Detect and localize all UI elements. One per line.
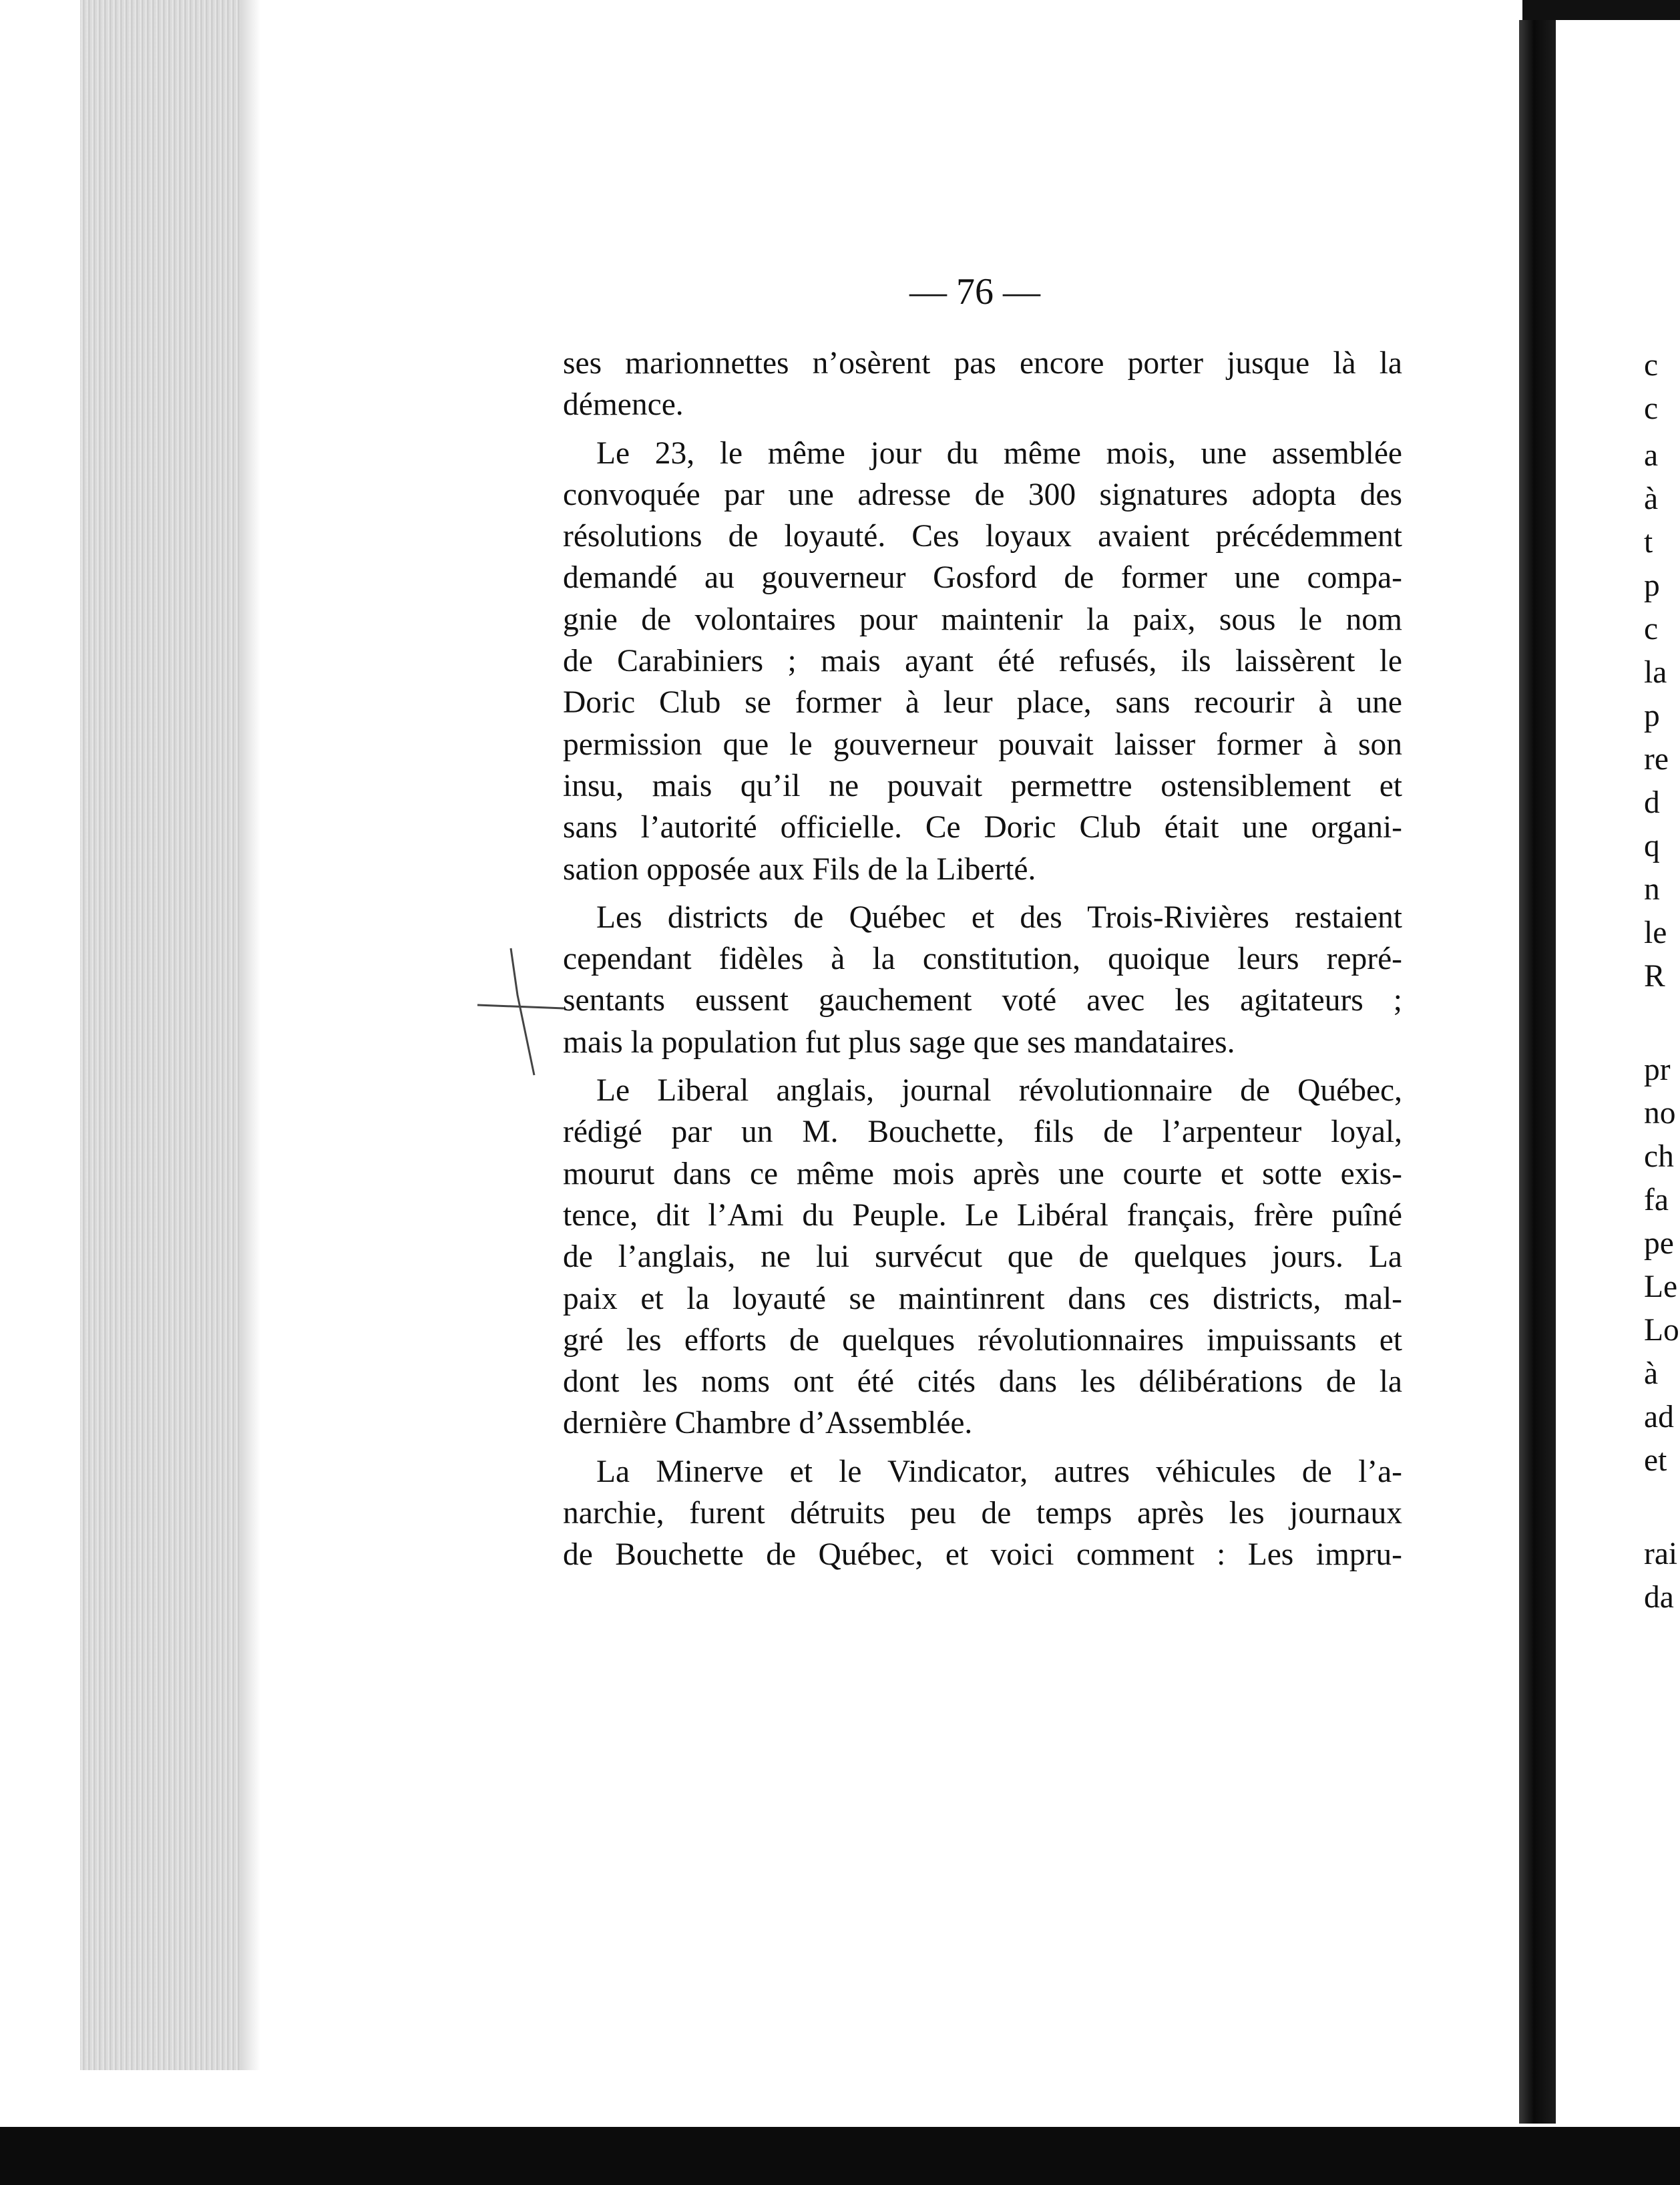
facing-page-fragment: pr — [1644, 1052, 1671, 1087]
text-line: dont les noms ont été cités dans les délibérations de la — [563, 1364, 1402, 1400]
book-gutter — [1519, 20, 1556, 2124]
text-line: résolutions de loyauté. Ces loyaux avaient précédemment — [563, 519, 1402, 554]
facing-page-fragment: d — [1644, 785, 1660, 820]
facing-page-fragment: t — [1644, 525, 1653, 560]
facing-page-fragment: et — [1644, 1443, 1667, 1478]
facing-page-fragment: p — [1644, 699, 1660, 733]
page-number: — 76 — — [909, 271, 1040, 313]
page-edge-stack — [80, 0, 247, 2070]
text-line: narchie, furent détruits peu de temps après les journaux — [563, 1496, 1402, 1531]
text-line: de Carabiniers ; mais ayant été refusés, ils laissèrent le — [563, 644, 1402, 679]
text-line: insu, mais qu’il ne pouvait permettre ostensiblement et — [563, 768, 1402, 803]
facing-page-fragment: pe — [1644, 1226, 1674, 1261]
scan-border-bottom — [0, 2127, 1680, 2185]
facing-page-fragment: à — [1644, 1356, 1659, 1391]
text-line: de Bouchette de Québec, et voici comment : Les impru- — [563, 1537, 1402, 1573]
text-line: dernière Chambre d’Assemblée. — [563, 1406, 973, 1441]
text-line: mourut dans ce même mois après une courte et sotte exis- — [563, 1156, 1402, 1191]
facing-page-fragment: q — [1644, 829, 1660, 863]
text-line: permission que le gouverneur pouvait laisser former à son — [563, 727, 1402, 762]
text-line: demandé au gouverneur Gosford de former une compa- — [563, 560, 1402, 596]
facing-page-fragment: rai — [1644, 1537, 1678, 1571]
text-line: sation opposée aux Fils de la Liberté. — [563, 851, 1036, 887]
facing-page-fragment: a — [1644, 438, 1659, 473]
facing-page-fragment: R — [1644, 959, 1665, 994]
text-line: gnie de volontaires pour maintenir la paix, sous le nom — [563, 602, 1402, 637]
scan-border-top — [1522, 0, 1680, 20]
text-line: gré les efforts de quelques révolutionnaires impuissants et — [563, 1322, 1402, 1358]
text-line: de l’anglais, ne lui survécut que de quelques jours. La — [563, 1239, 1402, 1275]
text-line: Le Liberal anglais, journal révolutionnaire de Québec, — [596, 1073, 1402, 1109]
text-line: La Minerve et le Vindicator, autres véhicules de l’a- — [596, 1454, 1402, 1489]
facing-page-fragment: c — [1644, 348, 1659, 383]
text-line: sentants eussent gauchement voté avec les agitateurs ; — [563, 983, 1402, 1018]
facing-page-fragment: à — [1644, 481, 1659, 516]
facing-page-fragment: c — [1644, 612, 1659, 646]
text-line: ses marionnettes n’osèrent pas encore porter jusque là la — [563, 346, 1402, 381]
facing-page-fragment: n — [1644, 872, 1660, 907]
text-line: tence, dit l’Ami du Peuple. Le Libéral français, frère puîné — [563, 1197, 1402, 1233]
facing-page-fragment: le — [1644, 916, 1667, 950]
facing-page-fragment: p — [1644, 568, 1660, 603]
text-line: démence. — [563, 387, 684, 423]
text-line: Les districts de Québec et des Trois-Rivières restaient — [596, 900, 1402, 935]
text-line: Le 23, le même jour du même mois, une assemblée — [596, 435, 1402, 471]
facing-page-fragment: ch — [1644, 1139, 1674, 1174]
facing-page-fragment: la — [1644, 655, 1667, 690]
facing-page-fragment: Lo — [1644, 1313, 1679, 1348]
facing-page-fragment: ad — [1644, 1400, 1674, 1434]
body-text — [563, 343, 1402, 1576]
text-line: rédigé par un M. Bouchette, fils de l’arpenteur loyal, — [563, 1115, 1402, 1150]
pencil-annotation-mark — [471, 942, 571, 1142]
facing-page-fragment: c — [1644, 391, 1659, 426]
text-line: sans l’autorité officielle. Ce Doric Club était une organi- — [563, 810, 1402, 845]
facing-page-fragment: fa — [1644, 1183, 1669, 1217]
facing-page-fragment: da — [1644, 1580, 1674, 1615]
text-line: convoquée par une adresse de 300 signatures adopta des — [563, 477, 1402, 512]
text-line: Doric Club se former à leur place, sans recourir à une — [563, 685, 1402, 721]
facing-page-fragment: re — [1644, 742, 1669, 777]
text-line: mais la population fut plus sage que ses mandataires. — [563, 1024, 1235, 1060]
facing-page-fragment: no — [1644, 1096, 1676, 1131]
facing-page-fragment: Le — [1644, 1269, 1678, 1304]
text-line: cependant fidèles à la constitution, quoique leurs repré- — [563, 942, 1402, 977]
text-line: paix et la loyauté se maintinrent dans ces districts, mal- — [563, 1281, 1402, 1316]
page-edge-shadow — [240, 0, 260, 2070]
